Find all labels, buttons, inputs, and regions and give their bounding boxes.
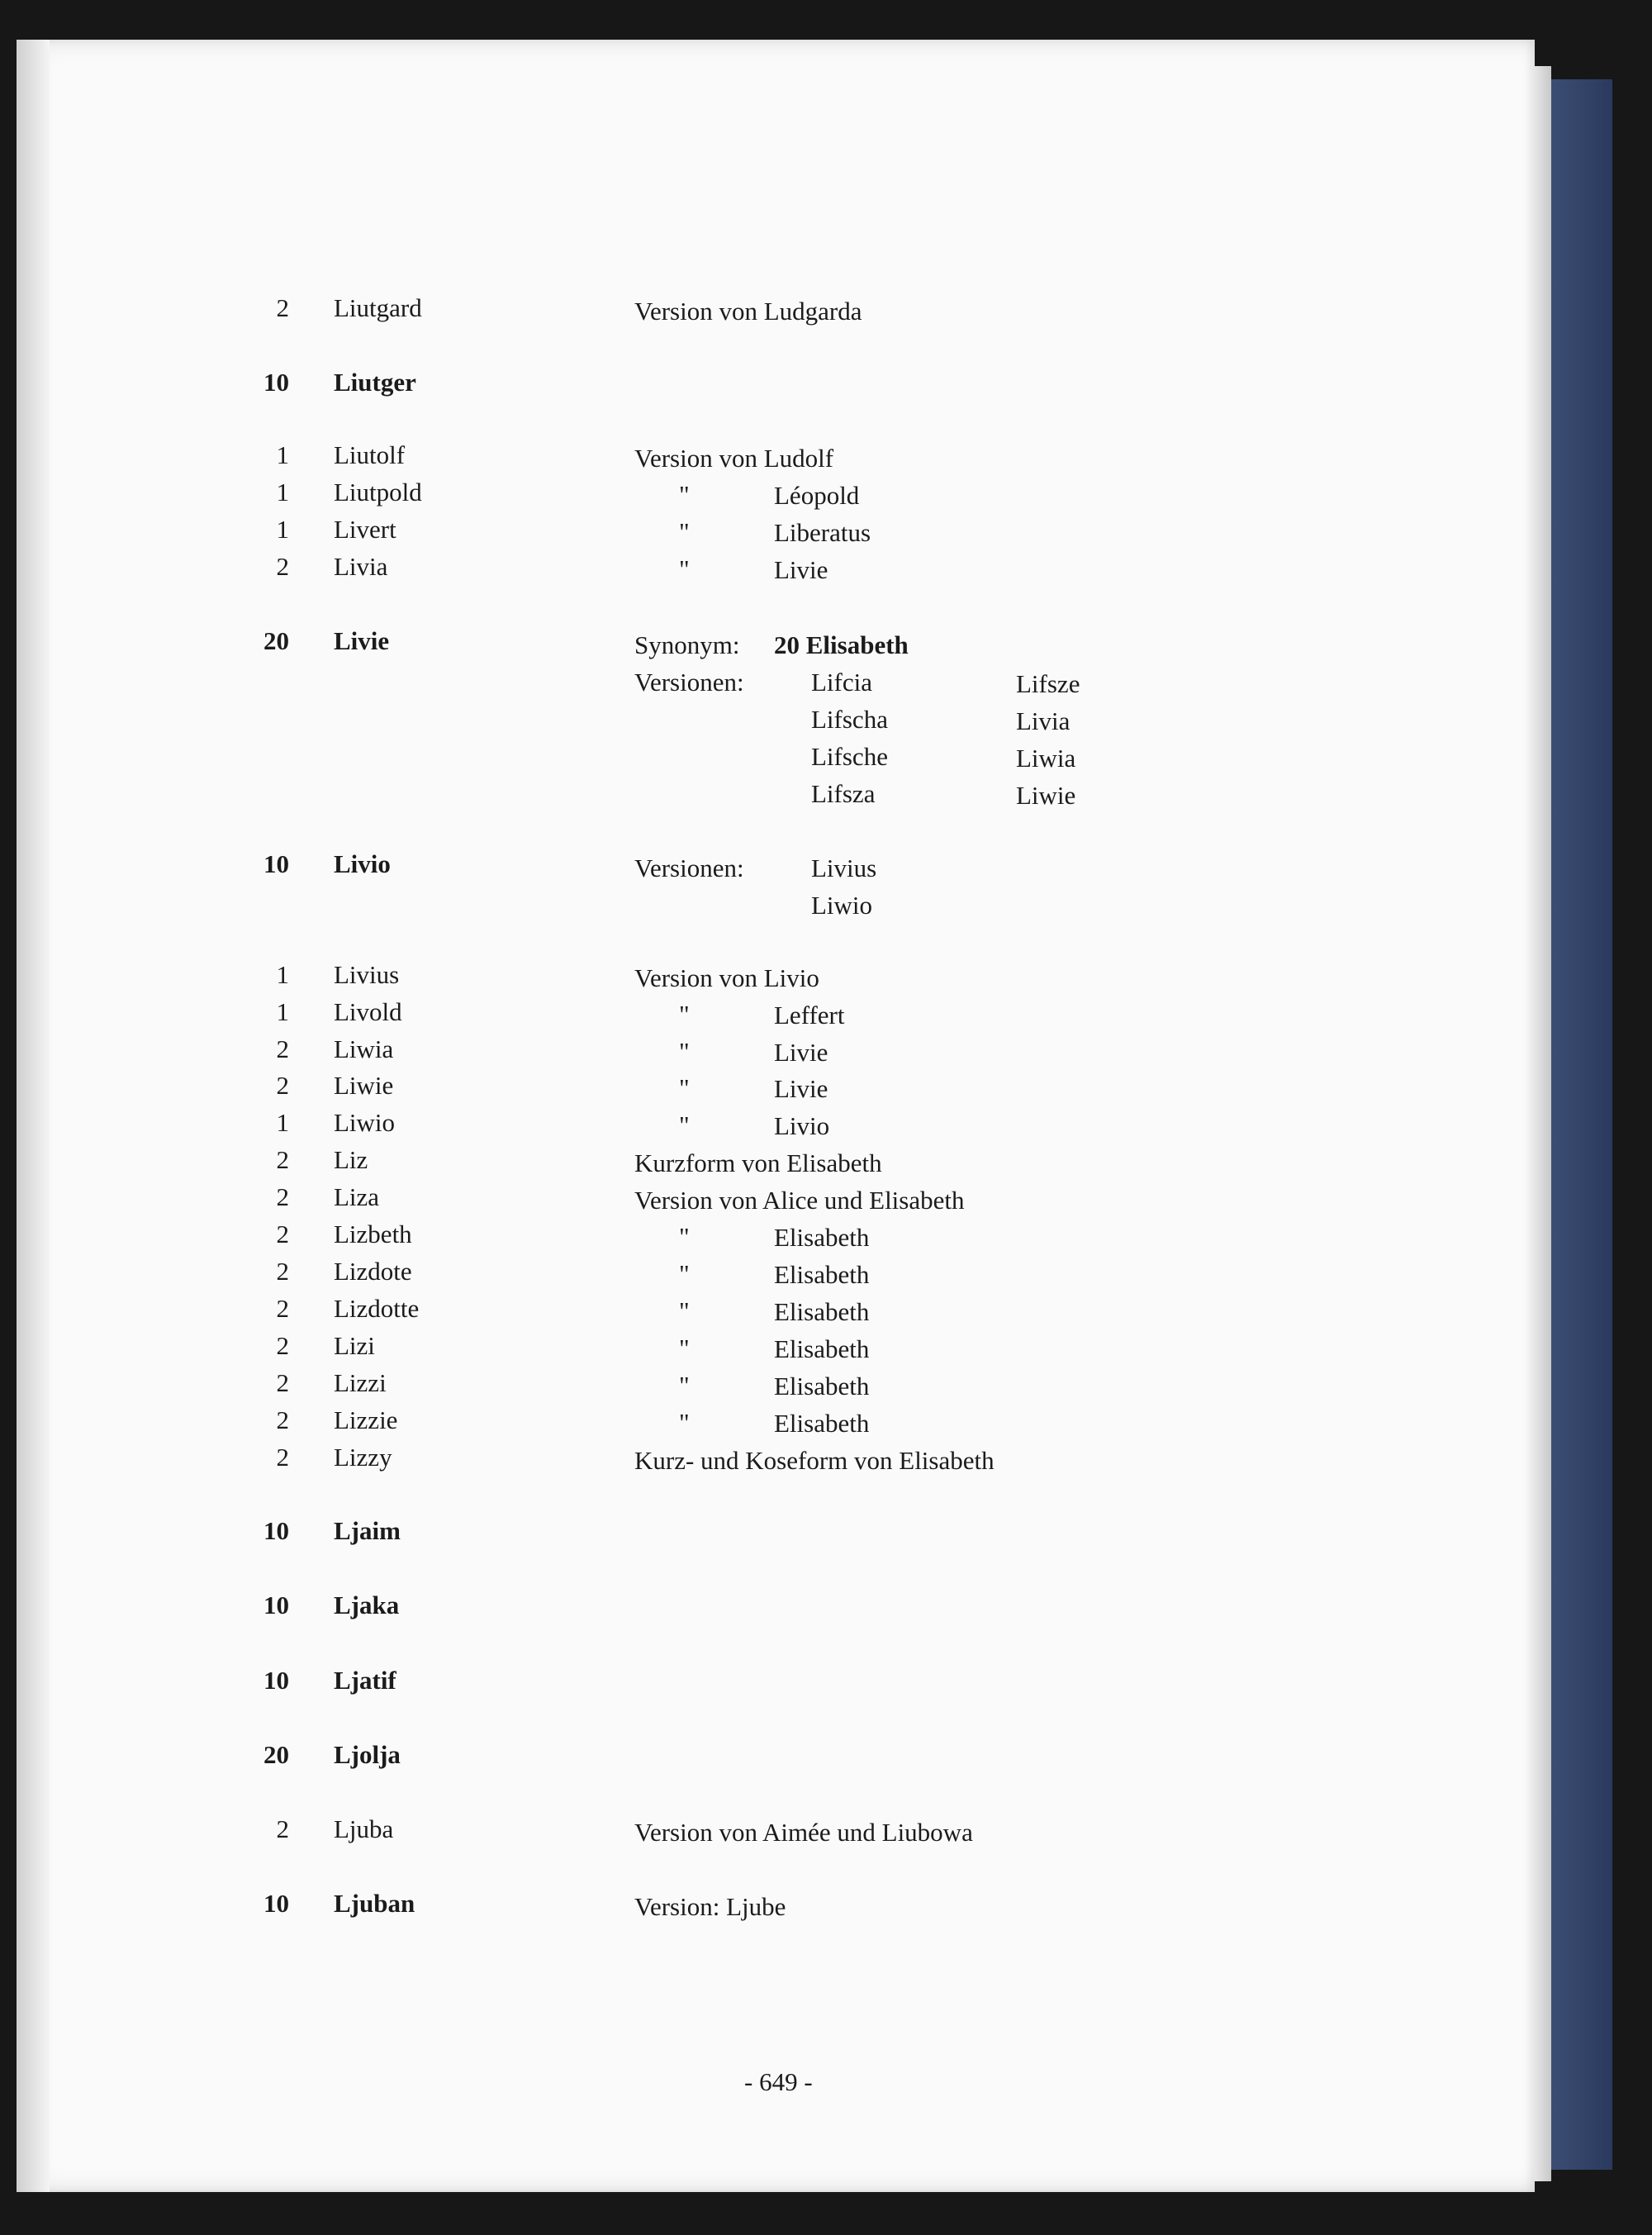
entry-name: Livio [334, 849, 391, 878]
entry-name: Lizbeth [334, 1220, 412, 1248]
entry-count: 2 [276, 1368, 289, 1397]
page-edges [1535, 66, 1551, 2181]
entry-count: 1 [276, 515, 289, 544]
entry-description: Version: Ljube [634, 1892, 786, 1921]
livie-version: Lifsche [811, 742, 888, 771]
entry-count: 2 [276, 552, 289, 581]
entry-count: 2 [276, 1294, 289, 1323]
ditto-mark: " [679, 554, 690, 583]
entry-name: Lizzie [334, 1405, 398, 1434]
entry-name: Liwie [334, 1071, 394, 1100]
page-gutter [17, 40, 50, 2192]
livie-synonym-label: Synonym: [634, 630, 740, 659]
livie-version: Lifcia [811, 668, 873, 697]
entry-description: Elisabeth [774, 1409, 870, 1438]
entry-name: Liutgard [334, 293, 422, 322]
entry-count: 10 [263, 368, 289, 397]
entry-name: Ljolja [334, 1740, 401, 1769]
entry-count: 10 [263, 1889, 289, 1918]
book-cover [1551, 79, 1612, 2170]
entry-name: Ljuba [334, 1814, 394, 1843]
entry-description: Elisabeth [774, 1223, 870, 1252]
entry-name: Ljatif [334, 1666, 396, 1695]
entry-description: Version von Livio [634, 963, 819, 992]
ditto-mark: " [679, 1334, 690, 1362]
ditto-mark: " [679, 1408, 690, 1437]
entry-count: 2 [276, 1071, 289, 1100]
entry-description: Elisabeth [774, 1297, 870, 1326]
entry-name: Liutger [334, 368, 416, 397]
entry-name: Livert [334, 515, 396, 544]
entry-name: Lizdotte [334, 1294, 420, 1323]
entry-name: Liutpold [334, 478, 422, 506]
entry-count: 2 [276, 1034, 289, 1063]
entry-description: Liberatus [774, 518, 871, 547]
entry-count: 1 [276, 997, 289, 1026]
ditto-mark: " [679, 1000, 690, 1029]
livio-versions-label: Versionen: [634, 854, 744, 882]
livie-version: Lifsza [811, 779, 876, 808]
livie-version: Liwia [1016, 744, 1076, 773]
entry-name: Liz [334, 1145, 368, 1174]
entry-description: Version von Aimée und Liubowa [634, 1818, 973, 1847]
entry-name: Livia [334, 552, 388, 581]
entry-count: 10 [263, 849, 289, 878]
ditto-mark: " [679, 1073, 690, 1102]
ditto-mark: " [679, 1259, 690, 1288]
entry-description: Leffert [774, 1001, 845, 1030]
entry-count: 2 [276, 293, 289, 322]
entry-count: 1 [276, 440, 289, 469]
entry-name: Lizdote [334, 1257, 412, 1286]
entry-count: 2 [276, 1145, 289, 1174]
entry-count: 2 [276, 1182, 289, 1211]
entry-name: Liutolf [334, 440, 406, 469]
livio-version: Livius [811, 854, 877, 882]
livie-version: Livia [1016, 706, 1070, 735]
entry-description: Version von Alice und Elisabeth [634, 1186, 965, 1215]
entry-count: 2 [276, 1220, 289, 1248]
entry-count: 2 [276, 1257, 289, 1286]
entry-name: Ljaim [334, 1516, 401, 1545]
page-number: - 649 - [744, 2067, 813, 2096]
entry-count: 10 [263, 1591, 289, 1619]
ditto-mark: " [679, 1110, 690, 1139]
entry-name: Liwia [334, 1034, 394, 1063]
entry-description: Version von Ludgarda [634, 297, 862, 326]
entry-description: Livie [774, 1074, 828, 1103]
entry-description: Version von Ludolf [634, 444, 834, 473]
entry-name: Lizzy [334, 1443, 392, 1472]
entry-name: Livie [334, 626, 390, 655]
entry-name: Lizzi [334, 1368, 387, 1397]
entry-count: 1 [276, 478, 289, 506]
entry-name: Lizi [334, 1331, 375, 1360]
entry-count: 10 [263, 1516, 289, 1545]
entry-description: Elisabeth [774, 1334, 870, 1363]
entry-description: Kurz- und Koseform von Elisabeth [634, 1446, 995, 1475]
entry-count: 20 [263, 1740, 289, 1769]
entry-description: Elisabeth [774, 1260, 870, 1289]
ditto-mark: " [679, 480, 690, 509]
livie-version: Lifsze [1016, 669, 1080, 698]
entry-description: Léopold [774, 481, 860, 510]
entry-name: Liza [334, 1182, 380, 1211]
entry-count: 2 [276, 1405, 289, 1434]
livio-version: Liwio [811, 891, 873, 920]
ditto-mark: " [679, 1296, 690, 1325]
livie-synonym-value: 20 Elisabeth [774, 630, 909, 659]
entry-description: Livie [774, 1038, 828, 1067]
ditto-mark: " [679, 517, 690, 546]
entry-count: 2 [276, 1443, 289, 1472]
ditto-mark: " [679, 1222, 690, 1251]
entry-count: 2 [276, 1331, 289, 1360]
livie-version: Liwie [1016, 781, 1076, 810]
livie-versions-label: Versionen: [634, 668, 744, 697]
ditto-mark: " [679, 1371, 690, 1400]
entry-count: 20 [263, 626, 289, 655]
entry-name: Livold [334, 997, 402, 1026]
entry-name: Ljaka [334, 1591, 400, 1619]
entry-name: Livius [334, 960, 400, 989]
ditto-mark: " [679, 1037, 690, 1066]
entry-count: 1 [276, 1108, 289, 1137]
entry-count: 1 [276, 960, 289, 989]
entry-description: Elisabeth [774, 1372, 870, 1400]
entry-count: 2 [276, 1814, 289, 1843]
entry-name: Ljuban [334, 1889, 415, 1918]
livie-version: Lifscha [811, 705, 888, 734]
entry-description: Livio [774, 1111, 830, 1140]
entry-description: Livie [774, 555, 828, 584]
entry-description: Kurzform von Elisabeth [634, 1148, 882, 1177]
entry-count: 10 [263, 1666, 289, 1695]
entry-name: Liwio [334, 1108, 396, 1137]
